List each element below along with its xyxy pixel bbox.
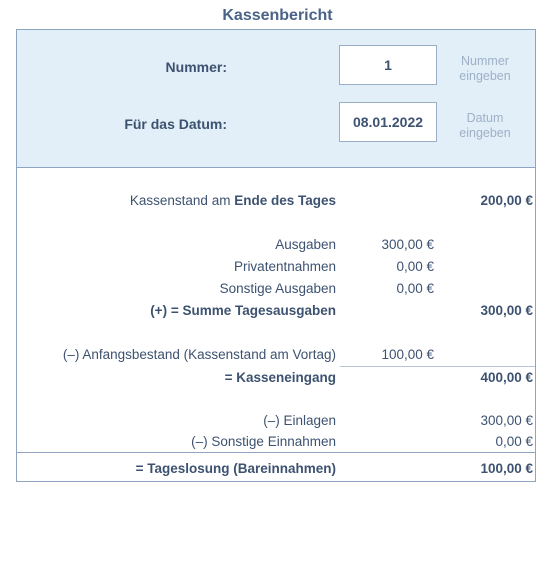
page-title: Kassenbericht <box>222 7 333 24</box>
kasseneingang-total: 400,00 € <box>480 370 533 385</box>
summe-tagesausgaben-label: (+) = Summe Tagesausgaben <box>150 303 336 318</box>
kassenstand-ende-prefix: Kassenstand am <box>129 193 235 208</box>
row-einlagen <box>17 413 535 433</box>
privatentnahmen-label: Privatentnahmen <box>233 259 336 274</box>
kassenstand-ende-bold: Ende des Tages <box>234 193 336 208</box>
nummer-hint <box>449 54 521 84</box>
privatentnahmen-value: 0,00 € <box>396 259 434 274</box>
anfangsbestand-value: 100,00 € <box>381 347 434 362</box>
row-summe-tagesausgaben <box>17 303 535 323</box>
header-panel <box>17 30 535 168</box>
einlagen-label: (–) Einlagen <box>263 413 336 428</box>
nummer-hint-line1: Nummer <box>461 54 509 68</box>
datum-label: Für das Datum: <box>124 116 227 132</box>
sonstige-einnahmen-total: 0,00 € <box>495 434 533 449</box>
datum-hint <box>449 111 521 141</box>
ausgaben-label: Ausgaben <box>275 237 336 252</box>
kassenstand-ende-total: 200,00 € <box>480 193 533 208</box>
row-ausgaben <box>17 237 535 257</box>
anfangsbestand-label: (–) Anfangsbestand (Kassenstand am Vortag) <box>62 347 336 362</box>
tageslosung-label: = Tageslosung (Bareinnahmen) <box>135 461 336 476</box>
datum-hint-line1: Datum <box>466 111 504 125</box>
datum-hint-line2: eingeben <box>459 126 511 140</box>
row-privatentnahmen <box>17 259 535 279</box>
sonstige-einnahmen-label: (–) Sonstige Einnahmen <box>191 434 336 449</box>
total-divider <box>17 452 535 453</box>
nummer-input[interactable]: 1 <box>339 45 437 85</box>
nummer-hint-line2: eingeben <box>459 69 511 83</box>
sum-divider <box>340 366 535 367</box>
einlagen-total: 300,00 € <box>480 413 533 428</box>
report-frame <box>16 29 536 482</box>
nummer-label: Nummer: <box>165 59 227 75</box>
ausgaben-value: 300,00 € <box>381 237 434 252</box>
row-tageslosung <box>17 461 535 481</box>
kasseneingang-label: = Kasseneingang <box>224 370 336 385</box>
row-sonstige-einnahmen <box>17 434 535 454</box>
row-kassenstand-ende <box>17 193 535 213</box>
row-sonstige-ausgaben <box>17 281 535 301</box>
row-anfangsbestand <box>17 347 535 367</box>
datum-input[interactable]: 08.01.2022 <box>339 102 437 142</box>
tageslosung-total: 100,00 € <box>480 461 533 476</box>
sonstige-ausgaben-value: 0,00 € <box>396 281 434 296</box>
kassenstand-ende-label <box>130 193 336 208</box>
row-kasseneingang <box>17 370 535 390</box>
sonstige-ausgaben-label: Sonstige Ausgaben <box>219 281 336 296</box>
summe-tagesausgaben-total: 300,00 € <box>480 303 533 318</box>
